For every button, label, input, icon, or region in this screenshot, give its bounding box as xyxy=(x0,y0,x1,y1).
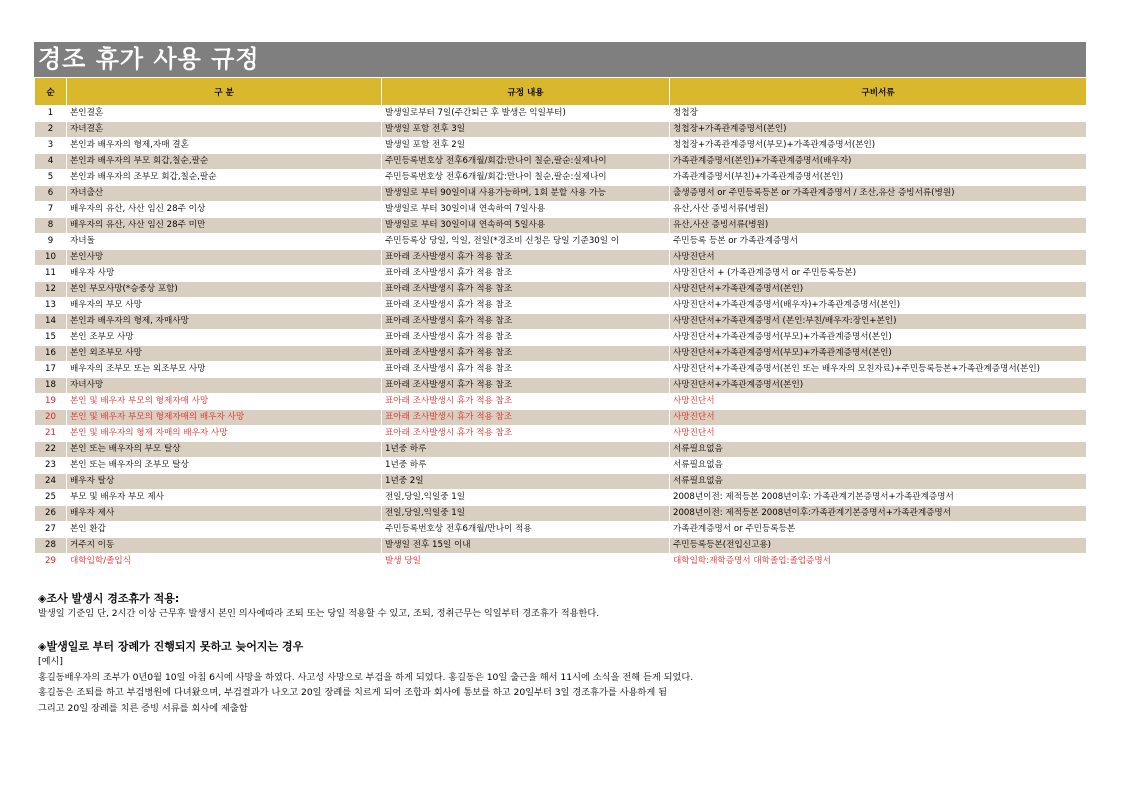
cell-no: 12 xyxy=(35,282,67,298)
table-row xyxy=(35,298,1087,314)
cell-no: 7 xyxy=(35,202,67,218)
cell-docs: 2008년이전: 제적등본 2008년이후: 가족관계기본증명서+가족관계증명서 xyxy=(670,490,1087,506)
cell-category: 배우자 사망 xyxy=(67,266,382,282)
rules-sheet xyxy=(34,42,1086,570)
cell-docs: 사망진단서+가족관계증명서 (본인:부친/배우자:장인+본인) xyxy=(670,314,1087,330)
table-row xyxy=(35,234,1087,250)
cell-rule: 발생일로 부터 30일이내 연속하여 5일사용 xyxy=(382,218,670,234)
cell-docs: 사망진단서+가족관계증명서(본인) xyxy=(670,282,1087,298)
cell-category: 본인 부모사망(*승중상 포함) xyxy=(67,282,382,298)
cell-category: 본인 및 배우자의 형제 자매의 배우자 사망 xyxy=(67,426,382,442)
table-row xyxy=(35,474,1087,490)
cell-rule: 표아래 조사발생시 휴가 적용 참조 xyxy=(382,394,670,410)
cell-category: 거주지 이동 xyxy=(67,538,382,554)
table-row xyxy=(35,170,1087,186)
cell-no: 6 xyxy=(35,186,67,202)
table-row xyxy=(35,250,1087,266)
table-row xyxy=(35,538,1087,554)
cell-docs: 청첩장 xyxy=(670,106,1087,122)
table-row xyxy=(35,282,1087,298)
table-row xyxy=(35,218,1087,234)
table-row xyxy=(35,410,1087,426)
cell-rule: 발생일로 부터 90일이내 사용가능하며, 1회 분할 사용 가능 xyxy=(382,186,670,202)
cell-no: 15 xyxy=(35,330,67,346)
cell-rule: 1년중 2일 xyxy=(382,474,670,490)
note2-line: [예시] xyxy=(38,656,63,667)
header-no: 순 xyxy=(35,78,67,106)
table-row xyxy=(35,426,1087,442)
cell-rule: 표아래 조사발생시 휴가 적용 참조 xyxy=(382,298,670,314)
cell-docs: 사망진단서+가족관계증명서(배우자)+가족관계증명서(본인) xyxy=(670,298,1087,314)
cell-no: 9 xyxy=(35,234,67,250)
cell-category: 배우자 탈상 xyxy=(67,474,382,490)
table-row xyxy=(35,138,1087,154)
cell-category: 자녀사망 xyxy=(67,378,382,394)
cell-docs: 주민등록등본(전입신고용) xyxy=(670,538,1087,554)
cell-category: 배우자의 조부모 또는 외조부모 사망 xyxy=(67,362,382,378)
cell-no: 19 xyxy=(35,394,67,410)
note-delayed-funeral xyxy=(38,638,693,716)
cell-no: 28 xyxy=(35,538,67,554)
table-row xyxy=(35,314,1087,330)
cell-docs: 가족관계증명서 or 주민등록등본 xyxy=(670,522,1087,538)
cell-rule: 발생일 포함 전후 3일 xyxy=(382,122,670,138)
cell-rule: 표아래 조사발생시 휴가 적용 참조 xyxy=(382,250,670,266)
cell-docs: 2008년이전: 제적등본 2008년이후:가족관계기본증명서+가족관계증명서 xyxy=(670,506,1087,522)
cell-category: 본인 환갑 xyxy=(67,522,382,538)
table-row xyxy=(35,378,1087,394)
cell-docs: 출생증명서 or 주민등록등본 or 가족관계증명서 / 조산,유산 증빙서류(병원) xyxy=(670,186,1087,202)
cell-rule: 발생일로부터 7일(주간퇴근 후 발생은 익일부터) xyxy=(382,106,670,122)
cell-no: 20 xyxy=(35,410,67,426)
cell-rule: 주민등록번호상 전후6개월/회갑:만나이 칠순,팔순:실제나이 xyxy=(382,154,670,170)
table-row xyxy=(35,186,1087,202)
cell-no: 13 xyxy=(35,298,67,314)
cell-no: 27 xyxy=(35,522,67,538)
cell-no: 22 xyxy=(35,442,67,458)
cell-rule: 주민등록상 당일, 익일, 전일(*경조비 신청은 당일 기준30일 이 xyxy=(382,234,670,250)
table-row xyxy=(35,362,1087,378)
header-rule: 규정 내용 xyxy=(382,78,670,106)
cell-docs: 서류필요없음 xyxy=(670,474,1087,490)
cell-docs: 사망진단서+가족관계증명서(부모)+가족관계증명서(본인) xyxy=(670,330,1087,346)
cell-rule: 발생일 전후 15일 이내 xyxy=(382,538,670,554)
cell-category: 자녀결혼 xyxy=(67,122,382,138)
cell-no: 10 xyxy=(35,250,67,266)
cell-docs: 대학입학:재학증명서 대학졸업:졸업증명서 xyxy=(670,554,1087,570)
cell-category: 본인 및 배우자 부모의 형제자매 사망 xyxy=(67,394,382,410)
cell-no: 2 xyxy=(35,122,67,138)
table-row xyxy=(35,330,1087,346)
note-condolence-leave xyxy=(38,590,599,622)
page-title: 경조 휴가 사용 규정 xyxy=(34,42,1086,77)
table-row xyxy=(35,202,1087,218)
cell-no: 25 xyxy=(35,490,67,506)
cell-no: 11 xyxy=(35,266,67,282)
cell-rule: 1년중 하루 xyxy=(382,458,670,474)
cell-docs: 유산,사산 증빙서류(병원) xyxy=(670,218,1087,234)
cell-rule: 표아래 조사발생시 휴가 적용 참조 xyxy=(382,426,670,442)
table-row xyxy=(35,394,1087,410)
cell-category: 본인결혼 xyxy=(67,106,382,122)
table-row xyxy=(35,490,1087,506)
cell-docs: 사망진단서 xyxy=(670,394,1087,410)
cell-category: 자녀출산 xyxy=(67,186,382,202)
table-row xyxy=(35,346,1087,362)
cell-no: 26 xyxy=(35,506,67,522)
cell-no: 23 xyxy=(35,458,67,474)
cell-docs: 사망진단서 xyxy=(670,426,1087,442)
cell-category: 본인과 배우자의 부모 회갑,칠순,팔순 xyxy=(67,154,382,170)
cell-docs: 사망진단서+가족관계증명서(부모)+가족관계증명서(본인) xyxy=(670,346,1087,362)
cell-no: 17 xyxy=(35,362,67,378)
cell-rule: 표아래 조사발생시 휴가 적용 참조 xyxy=(382,362,670,378)
cell-docs: 사망진단서+가족관계증명서(본인 또는 배우자의 모친자료)+주민등록등본+가족관계증명서(본인) xyxy=(670,362,1087,378)
note2-line: 그리고 20일 장례를 치른 증빙 서류를 회사에 제출함 xyxy=(38,702,248,714)
table-row xyxy=(35,506,1087,522)
cell-rule: 표아래 조사발생시 휴가 적용 참조 xyxy=(382,314,670,330)
cell-docs: 가족관계증명서(본인)+가족관계증명서(배우자) xyxy=(670,154,1087,170)
table-row xyxy=(35,442,1087,458)
cell-docs: 서류필요없음 xyxy=(670,458,1087,474)
cell-no: 5 xyxy=(35,170,67,186)
cell-docs: 주민등록 등본 or 가족관계증명서 xyxy=(670,234,1087,250)
cell-category: 대학입학/졸입식 xyxy=(67,554,382,570)
table-row xyxy=(35,554,1087,570)
cell-category: 배우자의 유산, 사산 임신 28주 미만 xyxy=(67,218,382,234)
cell-no: 18 xyxy=(35,378,67,394)
cell-category: 본인 및 배우자 부모의 형제자매의 배우자 사망 xyxy=(67,410,382,426)
table-row xyxy=(35,458,1087,474)
note1-heading: ◈조사 발생시 경조휴가 적용: xyxy=(38,592,180,605)
cell-no: 8 xyxy=(35,218,67,234)
cell-rule: 전일,당일,익일중 1일 xyxy=(382,490,670,506)
cell-docs: 사망진단서+가족관계증명서(본인) xyxy=(670,378,1087,394)
cell-no: 1 xyxy=(35,106,67,122)
cell-rule: 표아래 조사발생시 휴가 적용 참조 xyxy=(382,330,670,346)
cell-docs: 유산,사산 증빙서류(병원) xyxy=(670,202,1087,218)
header-category: 구 분 xyxy=(67,78,382,106)
cell-rule: 주민등록번호상 전후6개월/만나이 적용 xyxy=(382,522,670,538)
cell-docs: 서류필요없음 xyxy=(670,442,1087,458)
cell-rule: 표아래 조사발생시 휴가 적용 참조 xyxy=(382,266,670,282)
table-row xyxy=(35,266,1087,282)
cell-rule: 발생 당일 xyxy=(382,554,670,570)
cell-docs: 사망진단서 + (가족관계증명서 or 주민등록등본) xyxy=(670,266,1087,282)
cell-docs: 사망진단서 xyxy=(670,410,1087,426)
cell-rule: 표아래 조사발생시 휴가 적용 참조 xyxy=(382,378,670,394)
note2-line: 홍길동은 조퇴를 하고 부검병원에 다녀왔으며, 부검결과가 나오고 20일 장례를 치르게 되어 조합과 회사에 통보를 하고 20일부터 3일 경조휴가를 사용하게 됨 xyxy=(38,687,668,698)
cell-docs: 사망진단서 xyxy=(670,250,1087,266)
cell-category: 본인 조부모 사망 xyxy=(67,330,382,346)
table-header-row xyxy=(35,78,1087,106)
table-row xyxy=(35,522,1087,538)
cell-no: 3 xyxy=(35,138,67,154)
cell-rule: 주민등록번호상 전후6개월/회갑:만나이 칠순,팔순:실제나이 xyxy=(382,170,670,186)
table-row xyxy=(35,106,1087,122)
cell-rule: 발생일 포함 전후 2일 xyxy=(382,138,670,154)
cell-docs: 청첩장+가족관계증명서(본인) xyxy=(670,122,1087,138)
cell-rule: 1년중 하루 xyxy=(382,442,670,458)
cell-category: 본인 또는 배우자의 조부모 탈상 xyxy=(67,458,382,474)
cell-rule: 표아래 조사발생시 휴가 적용 참조 xyxy=(382,346,670,362)
header-docs: 구비서류 xyxy=(670,78,1087,106)
cell-no: 16 xyxy=(35,346,67,362)
rules-table xyxy=(34,77,1087,570)
cell-no: 21 xyxy=(35,426,67,442)
cell-category: 본인과 배우자의 형제, 자매사망 xyxy=(67,314,382,330)
table-row xyxy=(35,154,1087,170)
cell-category: 본인 또는 배우자의 부모 탈상 xyxy=(67,442,382,458)
cell-rule: 표아래 조사발생시 휴가 적용 참조 xyxy=(382,282,670,298)
note1-body: 발생일 기준임 단, 2시간 이상 근무후 발생시 본인 의사에따라 조퇴 또는 당일 적용할 수 있고, 조퇴, 정취근무는 익일부터 경조휴가 적용한다. xyxy=(38,608,600,619)
cell-category: 본인과 배우자의 형제,자매 결혼 xyxy=(67,138,382,154)
cell-category: 자녀돌 xyxy=(67,234,382,250)
cell-category: 배우자 제사 xyxy=(67,506,382,522)
cell-category: 본인 외조부모 사망 xyxy=(67,346,382,362)
cell-rule: 발생일로 부터 30일이내 연속하여 7일사용 xyxy=(382,202,670,218)
table-body xyxy=(35,106,1087,570)
cell-category: 본인과 배우자의 조부모 회갑,칠순,팔순 xyxy=(67,170,382,186)
cell-no: 29 xyxy=(35,554,67,570)
table-row xyxy=(35,122,1087,138)
note2-line: 홍길동배우자의 조부가 0년0월 10일 아침 6시에 사망을 하였다. 사고성 사망으로 부검을 하게 되었다. 홍길동은 10일 출근을 해서 11시에 소식을 전해 듣게 되었다. xyxy=(38,671,694,683)
cell-no: 14 xyxy=(35,314,67,330)
cell-docs: 청첩장+가족관계증명서(부모)+가족관계증명서(본인) xyxy=(670,138,1087,154)
cell-category: 배우자의 유산, 사산 임신 28주 이상 xyxy=(67,202,382,218)
cell-category: 부모 및 배우자 부모 제사 xyxy=(67,490,382,506)
cell-rule: 전일,당일,익일중 1일 xyxy=(382,506,670,522)
cell-rule: 표아래 조사발생시 휴가 적용 참조 xyxy=(382,410,670,426)
cell-category: 배우자의 부모 사망 xyxy=(67,298,382,314)
cell-no: 4 xyxy=(35,154,67,170)
cell-no: 24 xyxy=(35,474,67,490)
cell-docs: 가족관계증명서(부친)+가족관계증명서(본인) xyxy=(670,170,1087,186)
note2-heading: ◈발생일로 부터 장례가 진행되지 못하고 늦어지는 경우 xyxy=(38,640,304,653)
cell-category: 본인사망 xyxy=(67,250,382,266)
